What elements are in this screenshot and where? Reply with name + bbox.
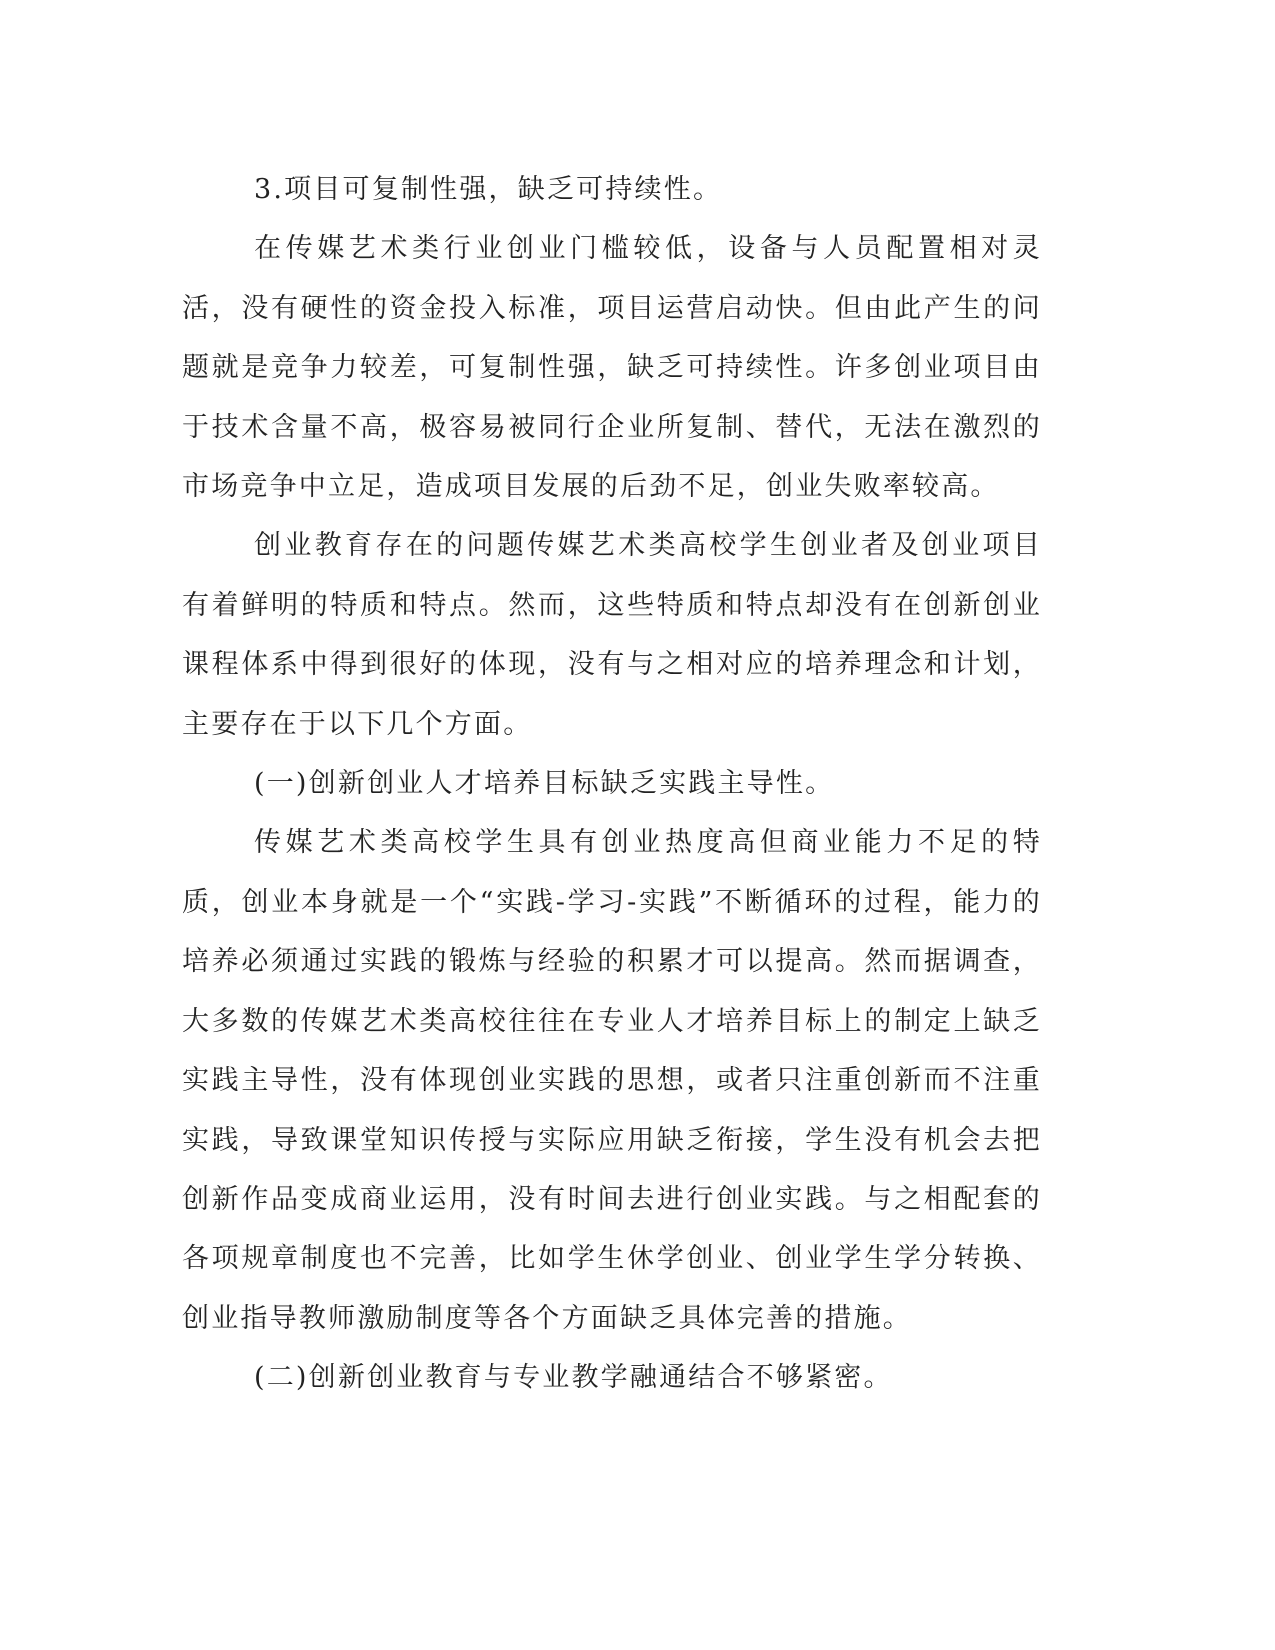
document-body [182,160,1042,1408]
section-heading-2: (二)创新创业教育与专业教学融通结合不够紧密。 [254,1362,893,1394]
section-heading-3: 3.项目可复制性强，缺乏可持续性。 [254,174,723,205]
paragraph: 在传媒艺术类行业创业门槛较低，设备与人员配置相对灵活，没有硬性的资金投入标准，项目运营启动快。但由此产生的问题就是竞争力较差，可复制性强，缺乏可持续性。许多创业项目由于技术含量不高，极容易被同行企业所复制、替代，无法在激烈的市场竞争中立足，造成项目发展的后劲不足，创业失败率较高。 [182,233,1042,503]
paragraph: 传媒艺术类高校学生具有创业热度高但商业能力不足的特质，创业本身就是一个“实践-学习-实践”不断循环的过程，能力的培养必须通过实践的锻炼与经验的积累才可以提高。然而据调查，大多数的传媒艺术类高校往往在专业人才培养目标上的制定上缺乏实践主导性，没有体现创业实践的思想，或者只注重创新而不注重实践，导致课堂知识传授与实际应用缺乏衔接，学生没有机会去把创新作品变成商业运用，没有时间去进行创业实践。与之相配套的各项规章制度也不完善，比如学生休学创业、创业学生学分转换、创业指导教师激励制度等各个方面缺乏具体完善的措施。 [182,827,1042,1334]
paragraph: 创业教育存在的问题传媒艺术类高校学生创业者及创业项目有着鲜明的特质和特点。然而，这些特质和特点却没有在创新创业课程体系中得到很好的体现，没有与之相对应的培养理念和计划，主要存在于以下几个方面。 [182,530,1042,740]
section-heading-1: (一)创新创业人才培养目标缺乏实践主导性。 [254,768,835,800]
